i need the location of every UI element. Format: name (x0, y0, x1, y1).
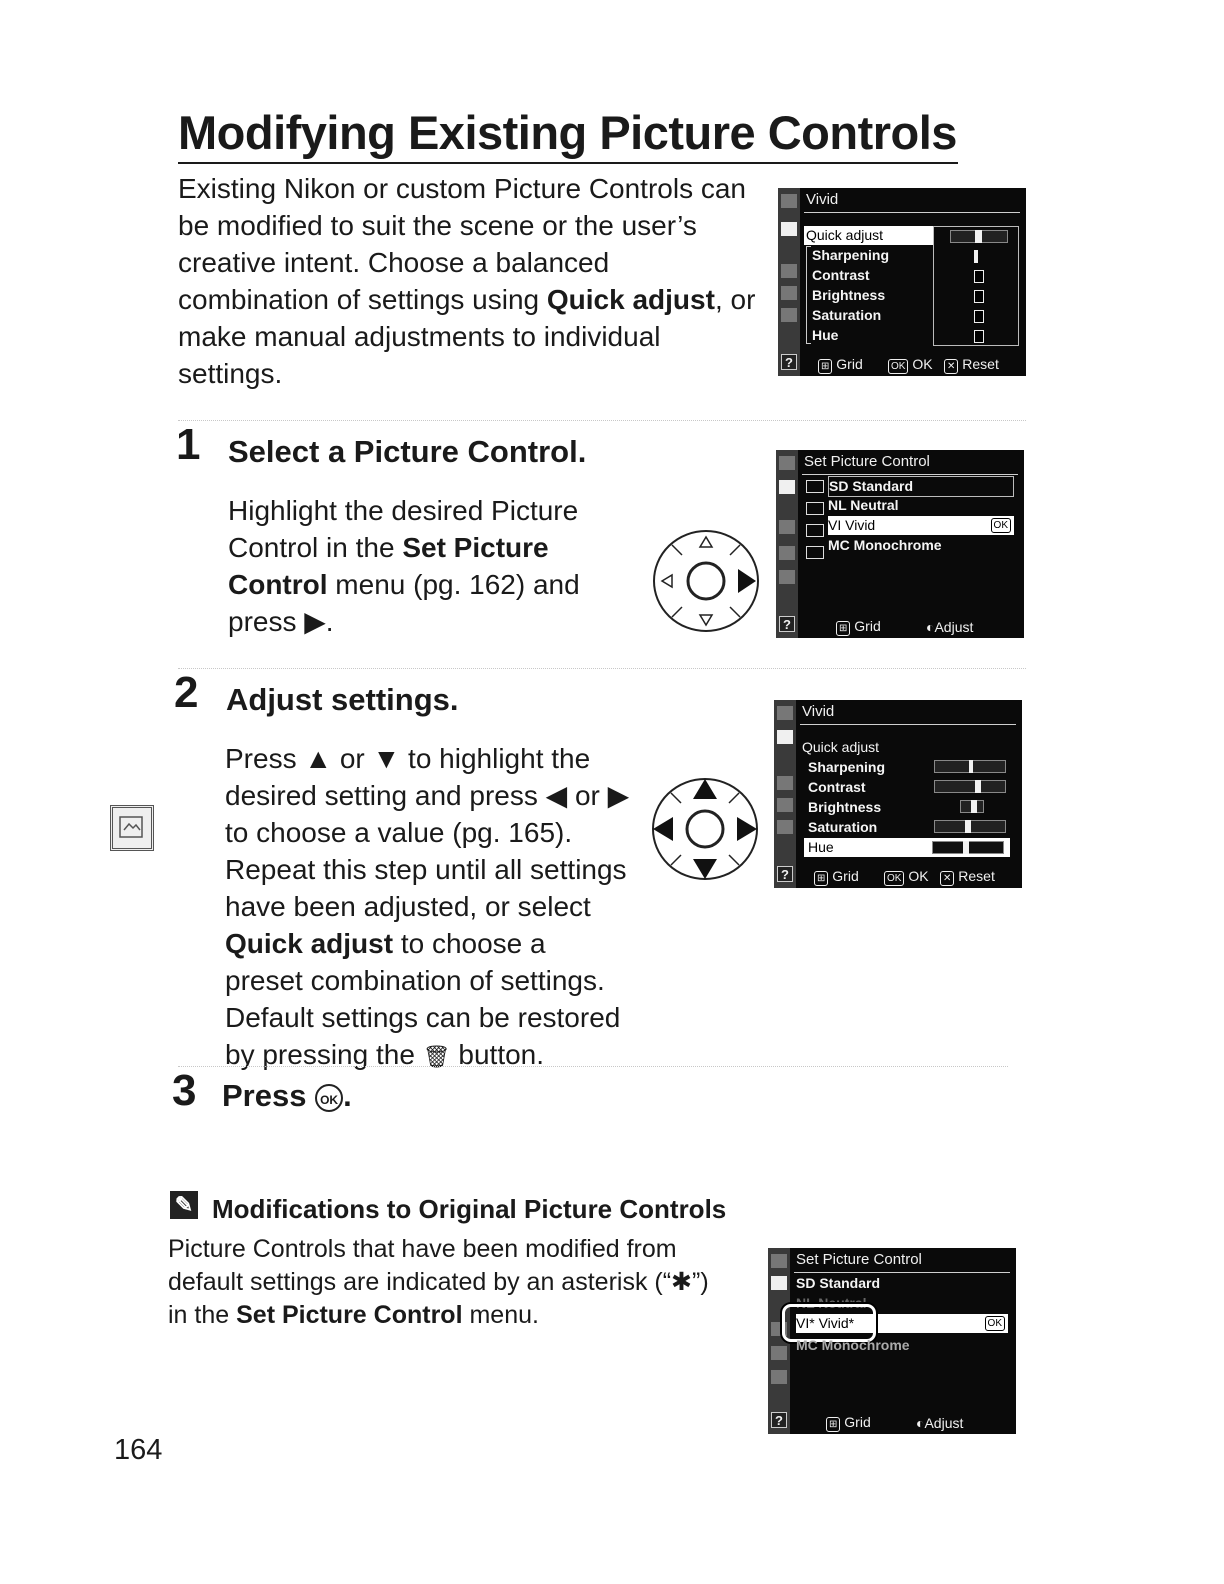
menu-item-monochrome: MC Monochrome (828, 537, 942, 553)
setup-menu-icon (779, 520, 795, 534)
shooting-menu-icon (771, 1276, 787, 1290)
retouch-menu-icon (779, 546, 795, 560)
screen-title: Vivid (806, 191, 839, 208)
playback-menu-icon (779, 456, 795, 470)
setup-menu-icon (777, 776, 793, 790)
lcd-screen-set-picture-control-modified (768, 1248, 1016, 1434)
text: ”) in the (168, 1268, 709, 1329)
divider (794, 1272, 1010, 1273)
brightness-value (974, 290, 984, 303)
retouch-menu-icon (781, 286, 797, 300)
step-2-text-a (225, 740, 630, 1075)
help-icon: ? (781, 354, 797, 370)
footer-adjust (916, 1414, 963, 1432)
sharpening-slider (934, 760, 1006, 773)
grid-button-icon: ⊞ (836, 621, 850, 636)
footer-reset (940, 867, 995, 886)
picture-control-icon (806, 480, 824, 493)
note-pencil-icon: ✎ (170, 1191, 198, 1219)
note-bold: Set Picture Control (236, 1301, 463, 1329)
left-arrow-icon: ◀ (545, 780, 568, 811)
footer-grid-label: Grid (832, 868, 859, 884)
picture-control-icon (806, 546, 824, 559)
ok-button-icon: OK (315, 1084, 343, 1112)
multi-selector-icon: ◐ (916, 1415, 925, 1431)
hue-value (974, 330, 984, 343)
slider-knob (969, 760, 973, 773)
step-heading-3 (222, 1076, 352, 1116)
footer-reset (944, 355, 999, 374)
footer-grid (818, 355, 863, 374)
screen-title: Set Picture Control (796, 1251, 922, 1268)
contrast-slider (934, 780, 1006, 793)
step-1-bold: Set Picture Control (228, 532, 549, 600)
bracket (806, 246, 811, 344)
menu-item-sharpening: Sharpening (812, 247, 890, 263)
footer-adjust-label: Adjust (924, 1415, 964, 1431)
step-1-text-b: menu (pg. 162) and press (228, 569, 580, 637)
footer-ok-label: OK (908, 868, 929, 884)
menu-item-neutral: NL Neutral (796, 1295, 867, 1311)
help-icon: ? (771, 1412, 787, 1428)
step-1-text-a: Highlight the desired Picture Control in the (228, 495, 579, 563)
divider (800, 724, 1016, 725)
text: button. (450, 1039, 545, 1070)
menu-item-hue: Hue (804, 838, 1010, 857)
screen-title: Vivid (802, 703, 835, 720)
footer-reset-label: Reset (958, 868, 995, 884)
menu-item-quick-adjust: Quick adjust (802, 739, 880, 755)
saturation-value (974, 310, 984, 323)
menu-item-hue: Hue (812, 327, 839, 343)
menu-item-vivid (828, 516, 1014, 535)
screen-title: Set Picture Control (804, 453, 930, 470)
text: or (567, 780, 608, 811)
step-number-2: 2 (174, 668, 199, 717)
ok-button-icon: OK (888, 359, 908, 374)
grid-button-icon: ⊞ (826, 1417, 840, 1432)
trash-icon: 🗑 (422, 1044, 451, 1069)
shooting-menu-icon (777, 730, 793, 744)
slider-knob (963, 841, 969, 854)
values-panel (933, 226, 1019, 346)
footer-adjust (926, 618, 973, 636)
menu-item-saturation: Saturation (808, 819, 878, 835)
step-3-period: . (343, 1078, 352, 1113)
step-heading-2: Adjust settings. (226, 682, 459, 717)
menu-sidebar (778, 188, 800, 376)
recent-settings-icon (777, 820, 793, 834)
divider (802, 474, 1018, 475)
text: to choose a value (pg. 165). Repeat this step until all settings have been adjusted, or select (225, 817, 627, 922)
help-icon: ? (779, 616, 795, 632)
lcd-screen-set-picture-control (776, 450, 1024, 638)
down-arrow-icon: ▼ (372, 743, 401, 774)
vivid-label: VI Vivid (828, 517, 876, 533)
recent-settings-icon (771, 1370, 787, 1384)
text: Picture Controls that have been modified from default settings are indicated by an asterisk (“ (168, 1235, 677, 1296)
up-arrow-icon: ▲ (304, 743, 333, 774)
step-heading-1: Select a Picture Control. (228, 434, 587, 469)
retouch-tab-icon (110, 805, 154, 851)
intro-paragraph (178, 170, 758, 392)
slider-knob (965, 820, 971, 833)
menu-sidebar (776, 450, 798, 638)
note-heading: Modifications to Original Picture Controls (212, 1194, 727, 1224)
lcd-screen-vivid-hue (774, 700, 1022, 888)
hue-slider (932, 841, 1004, 854)
footer-ok-label: OK (912, 356, 933, 372)
footer-ok (884, 867, 929, 886)
text: menu. (462, 1301, 539, 1329)
step-number-1: 1 (176, 420, 201, 469)
step-number-3: 3 (172, 1066, 197, 1115)
ok-button-icon: OK (991, 518, 1011, 533)
right-arrow-icon: ▶ (304, 606, 326, 637)
note-text (168, 1233, 733, 1332)
sharpening-value (974, 250, 978, 263)
text: Press (225, 743, 305, 774)
intro-bold: Quick adjust (546, 284, 715, 315)
grid-button-icon: ⊞ (814, 871, 828, 886)
recent-settings-icon (779, 570, 795, 584)
setup-menu-icon (781, 264, 797, 278)
footer-adjust-label: Adjust (934, 619, 974, 635)
grid-button-icon: ⊞ (818, 359, 832, 374)
menu-item-brightness: Brightness (812, 287, 886, 303)
quick-adjust-slider (950, 230, 1008, 243)
divider (804, 212, 1020, 213)
footer-ok (888, 355, 933, 374)
ok-button-icon: OK (884, 871, 904, 886)
page-title: Modifying Existing Picture Controls (178, 104, 958, 164)
slider-knob (975, 230, 982, 243)
footer-reset-label: Reset (962, 356, 999, 372)
playback-menu-icon (781, 194, 797, 208)
ok-button-icon: OK (985, 1316, 1005, 1331)
step-1-text (228, 492, 623, 640)
text: to choose a preset combination of settings. Default settings can be restored by pressing the (225, 928, 621, 1070)
retouch-menu-icon (771, 1346, 787, 1360)
intro-text-end: , or make manual adjustments to individual settings. (178, 284, 756, 389)
right-arrow-icon: ▶ (607, 780, 630, 811)
footer-grid-label: Grid (844, 1414, 871, 1430)
menu-item-brightness: Brightness (808, 799, 882, 815)
menu-item-contrast: Contrast (812, 267, 870, 283)
menu-item-neutral: NL Neutral (828, 497, 899, 513)
saturation-slider (934, 820, 1006, 833)
asterisk-icon: ✱ (671, 1268, 692, 1296)
separator (178, 1066, 1008, 1067)
menu-item-monochrome: MC Monochrome (796, 1337, 910, 1353)
menu-item-contrast: Contrast (808, 779, 866, 795)
step-3-text: Press (222, 1078, 316, 1113)
footer-grid-label: Grid (836, 356, 863, 372)
picture-control-icon (806, 502, 824, 515)
multi-selector-icon: ◐ (926, 619, 935, 635)
contrast-value (974, 270, 984, 283)
lcd-screen-vivid-settings (778, 188, 1026, 376)
footer-grid (814, 867, 859, 886)
multi-selector-right-icon (650, 527, 762, 635)
recent-settings-icon (781, 308, 797, 322)
help-icon: ? (777, 866, 793, 882)
page-number: 164 (114, 1434, 163, 1466)
playback-menu-icon (777, 706, 793, 720)
playback-menu-icon (771, 1254, 787, 1268)
trash-icon: ✕ (944, 359, 958, 374)
vivid-modified-label: VI* Vivid* (796, 1315, 855, 1331)
text: or (332, 743, 373, 774)
menu-item-saturation: Saturation (812, 307, 882, 323)
menu-item-standard: SD Standard (828, 476, 1014, 497)
separator (178, 420, 1026, 421)
step-2-bold: Quick adjust (225, 928, 394, 959)
shooting-menu-icon (781, 222, 797, 236)
brightness-slider (960, 800, 984, 813)
trash-icon: ✕ (940, 871, 954, 886)
intro-text: Existing Nikon or custom Picture Controls can be modified to suit the scene or the user’s creative intent. Choose a balanced combination of settings using (178, 173, 746, 315)
footer-grid (836, 617, 881, 636)
picture-icon (113, 808, 151, 848)
separator (178, 668, 1026, 669)
menu-item-sharpening: Sharpening (808, 759, 886, 775)
menu-sidebar (774, 700, 796, 888)
footer-grid-label: Grid (854, 618, 881, 634)
retouch-menu-icon (777, 798, 793, 812)
slider-knob (971, 800, 977, 813)
picture-control-icons (806, 480, 824, 556)
step-1-text-c: . (325, 606, 334, 637)
slider-knob (975, 780, 981, 793)
text: to highlight the desired setting and press (225, 743, 591, 811)
shooting-menu-icon (779, 480, 795, 494)
footer-grid (826, 1413, 871, 1432)
menu-item-quick-adjust: Quick adjust (804, 226, 934, 245)
multi-selector-all-directions-icon (649, 775, 761, 883)
menu-item-standard: SD Standard (796, 1275, 881, 1291)
picture-control-icon (806, 524, 824, 537)
